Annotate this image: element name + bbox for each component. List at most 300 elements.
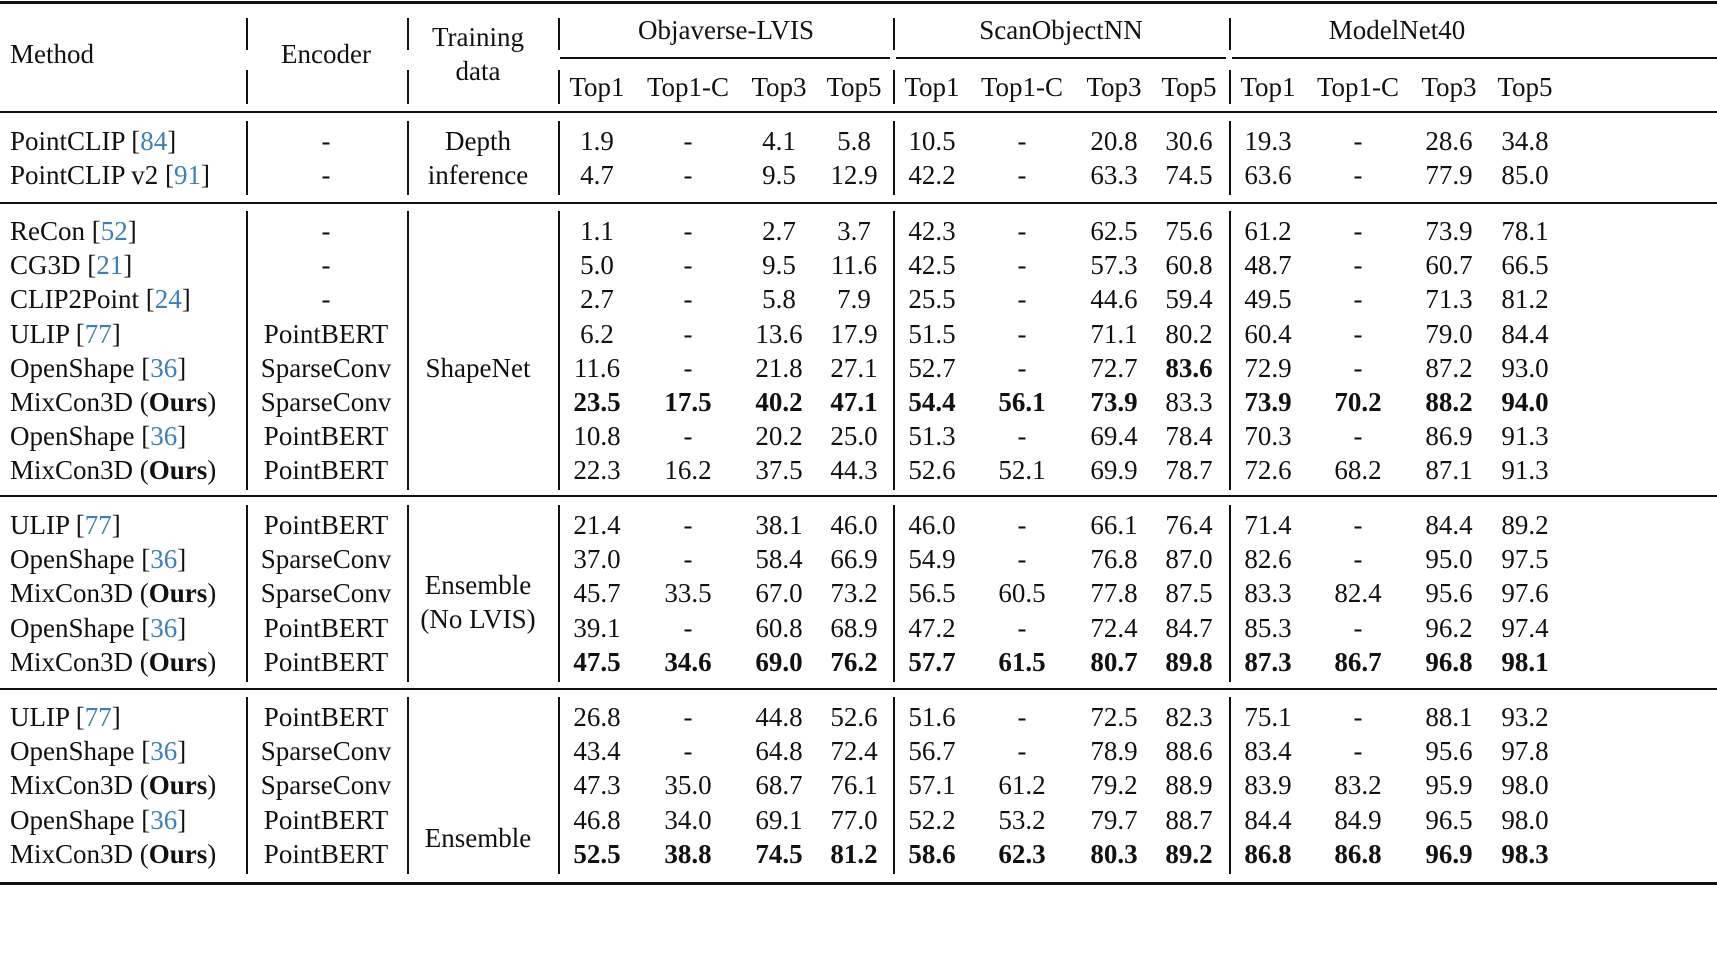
column-divider	[246, 121, 248, 195]
metric-value: 60.5	[998, 578, 1046, 609]
metric-value: 97.8	[1501, 736, 1549, 767]
method-cell: ReCon [52]	[10, 216, 137, 246]
metric-value: 83.2	[1334, 770, 1382, 801]
metric-value: 93.2	[1501, 702, 1549, 732]
citation-link[interactable]: 77	[84, 318, 112, 349]
header-training-data: data	[455, 56, 501, 86]
horizontal-rule	[0, 202, 1717, 204]
metric-value: 69.1	[755, 804, 803, 835]
metric-value: 5.8	[837, 126, 871, 156]
training-data-label: ShapeNet	[425, 352, 531, 383]
metric-value: -	[1017, 250, 1027, 281]
metric-value: 61.2	[1244, 216, 1292, 246]
citation-link[interactable]: 36	[150, 544, 178, 575]
header-encoder: Encoder	[281, 39, 371, 69]
column-divider	[1229, 70, 1231, 104]
metric-value: 52.6	[830, 702, 878, 732]
metric-value: 66.5	[1501, 250, 1549, 281]
method-name: ULIP	[10, 510, 69, 540]
metric-value: 44.6	[1090, 284, 1138, 315]
metric-value: 21.8	[755, 352, 803, 383]
metric-value: -	[1353, 284, 1363, 315]
training-data-label: (No LVIS)	[420, 603, 536, 634]
metric-value: 27.1	[830, 352, 878, 383]
metric-value: -	[1353, 612, 1363, 643]
metric-value: 52.5	[573, 838, 621, 869]
citation-link[interactable]: 52	[100, 216, 128, 246]
metric-value: 53.2	[998, 804, 1046, 835]
method-name: PointCLIP v2	[10, 160, 159, 191]
metric-value: 25.0	[830, 421, 878, 452]
metric-value: 95.9	[1425, 770, 1473, 801]
metric-value: 84.4	[1425, 510, 1473, 540]
header-method: Method	[10, 39, 94, 69]
metric-value: 11.6	[573, 352, 621, 383]
group-underline	[1232, 57, 1717, 59]
metric-value: 93.0	[1501, 352, 1549, 383]
metric-value: 51.6	[908, 702, 956, 732]
metric-value: 57.1	[908, 770, 956, 801]
metric-value: -	[1017, 284, 1027, 315]
encoder-cell: -	[321, 250, 331, 281]
encoder-cell: PointBERT	[263, 702, 389, 732]
header-metric: Top5	[826, 72, 882, 102]
encoder-cell: PointBERT	[263, 838, 389, 869]
metric-value: 44.8	[755, 702, 803, 732]
header-metric: Top5	[1161, 72, 1217, 102]
method-name: ULIP	[10, 318, 69, 349]
metric-value: 47.5	[573, 646, 621, 677]
method-name: OpenShape	[10, 421, 135, 452]
metric-value: -	[683, 544, 693, 575]
metric-value: 34.0	[664, 804, 712, 835]
metric-value: 95.6	[1425, 736, 1473, 767]
column-divider	[558, 211, 560, 490]
metric-value: 66.1	[1090, 510, 1138, 540]
citation-link[interactable]: 77	[84, 510, 112, 540]
metric-value: 72.4	[1090, 612, 1138, 643]
encoder-cell: -	[321, 284, 331, 315]
metric-value: 33.5	[664, 578, 712, 609]
training-data-label: Ensemble	[424, 823, 532, 854]
metric-value: -	[1353, 421, 1363, 452]
metric-value: 78.7	[1165, 455, 1213, 486]
metric-value: 38.1	[755, 510, 803, 540]
metric-value: 83.4	[1244, 736, 1292, 767]
citation-link[interactable]: 77	[84, 702, 112, 732]
encoder-cell: PointBERT	[263, 646, 389, 677]
metric-value: 87.5	[1165, 578, 1213, 609]
metric-value: 86.8	[1334, 838, 1382, 869]
metric-value: 52.1	[998, 455, 1046, 486]
method-name: OpenShape	[10, 544, 135, 575]
metric-value: -	[1017, 352, 1027, 383]
column-divider	[407, 211, 409, 490]
metric-value: 89.8	[1165, 646, 1213, 677]
metric-value: 60.4	[1244, 318, 1292, 349]
metric-value: 35.0	[664, 770, 712, 801]
metric-value: 40.2	[755, 387, 803, 417]
metric-value: 37.0	[573, 544, 621, 575]
method-cell: MixCon3D (Ours)	[10, 455, 217, 486]
metric-value: 96.9	[1425, 838, 1473, 869]
encoder-cell: SparseConv	[260, 352, 392, 383]
metric-value: 80.3	[1090, 838, 1138, 869]
metric-value: 73.2	[830, 578, 878, 609]
metric-value: -	[1017, 544, 1027, 575]
metric-value: 69.0	[755, 646, 803, 677]
metric-value: 72.9	[1244, 352, 1292, 383]
metric-value: 96.2	[1425, 612, 1473, 643]
metric-value: 48.7	[1244, 250, 1292, 281]
encoder-cell: SparseConv	[260, 544, 392, 575]
metric-value: 12.9	[830, 160, 878, 191]
column-divider	[407, 697, 409, 874]
encoder-cell: SparseConv	[260, 387, 392, 417]
metric-value: 45.7	[573, 578, 621, 609]
metric-value: 4.7	[580, 160, 614, 191]
ours-label: Ours	[148, 770, 208, 801]
header-metric: Top3	[751, 72, 807, 102]
metric-value: 71.4	[1244, 510, 1292, 540]
metric-value: 71.3	[1425, 284, 1473, 315]
metric-value: 81.2	[830, 838, 878, 869]
metric-value: 60.8	[1165, 250, 1213, 281]
encoder-cell: SparseConv	[260, 770, 392, 801]
metric-value: 83.3	[1165, 387, 1213, 417]
citation-link[interactable]: 21	[96, 250, 124, 281]
metric-value: 1.1	[580, 216, 614, 246]
column-divider	[407, 18, 409, 50]
metric-value: 68.7	[755, 770, 803, 801]
metric-value: 19.3	[1244, 126, 1292, 156]
method-name: CG3D	[10, 250, 81, 281]
metric-value: 70.3	[1244, 421, 1292, 452]
metric-value: 98.0	[1501, 770, 1549, 801]
metric-value: 2.7	[762, 216, 796, 246]
column-divider	[407, 121, 409, 195]
citation-link[interactable]: 36	[150, 612, 178, 643]
metric-value: 87.1	[1425, 455, 1473, 486]
citation-link[interactable]: 36	[150, 736, 178, 767]
metric-value: 91.3	[1501, 455, 1549, 486]
ours-label: Ours	[148, 455, 208, 486]
metric-value: 61.5	[998, 646, 1046, 677]
method-cell: CLIP2Point [24]	[10, 284, 191, 315]
metric-value: 81.2	[1501, 284, 1549, 315]
metric-value: -	[683, 702, 693, 732]
metric-value: 39.1	[573, 612, 621, 643]
header-dataset: ScanObjectNN	[979, 15, 1143, 45]
metric-value: 59.4	[1165, 284, 1213, 315]
horizontal-rule	[0, 882, 1717, 885]
metric-value: 46.0	[908, 510, 956, 540]
metric-value: 77.8	[1090, 578, 1138, 609]
metric-value: 88.1	[1425, 702, 1473, 732]
column-divider	[558, 70, 560, 104]
method-cell: OpenShape [36]	[10, 736, 187, 767]
metric-value: 68.9	[830, 612, 878, 643]
header-metric: Top3	[1086, 72, 1142, 102]
column-divider	[893, 18, 895, 50]
column-divider	[893, 211, 895, 490]
metric-value: 82.6	[1244, 544, 1292, 575]
method-name: MixCon3D	[10, 770, 134, 801]
encoder-cell: PointBERT	[263, 318, 389, 349]
metric-value: -	[1017, 216, 1027, 246]
metric-value: 72.5	[1090, 702, 1138, 732]
citation-link[interactable]: 36	[150, 421, 178, 452]
header-training-data: Training	[431, 22, 525, 52]
metric-value: 78.4	[1165, 421, 1213, 452]
metric-value: 2.7	[580, 284, 614, 315]
metric-value: -	[1353, 352, 1363, 383]
group-underline	[560, 57, 890, 59]
metric-value: 85.0	[1501, 160, 1549, 191]
method-cell: OpenShape [36]	[10, 421, 187, 452]
method-cell: MixCon3D (Ours)	[10, 838, 217, 869]
metric-value: 6.2	[580, 318, 614, 349]
method-cell: OpenShape [36]	[10, 352, 187, 383]
metric-value: 98.0	[1501, 804, 1549, 835]
metric-value: 13.6	[755, 318, 803, 349]
metric-value: 10.5	[908, 126, 956, 156]
method-cell: MixCon3D (Ours)	[10, 770, 217, 801]
column-divider	[246, 211, 248, 490]
metric-value: 79.2	[1090, 770, 1138, 801]
metric-value: -	[683, 284, 693, 315]
method-name: ULIP	[10, 702, 69, 732]
metric-value: 82.4	[1334, 578, 1382, 609]
group-underline	[896, 57, 1226, 59]
metric-value: -	[1353, 216, 1363, 246]
metric-value: 98.1	[1501, 646, 1549, 677]
metric-value: 73.9	[1244, 387, 1292, 417]
citation-link[interactable]: 84	[140, 126, 168, 156]
metric-value: 83.6	[1165, 352, 1213, 383]
encoder-cell: PointBERT	[263, 510, 389, 540]
metric-value: 78.9	[1090, 736, 1138, 767]
metric-value: 72.4	[830, 736, 878, 767]
metric-value: 22.3	[573, 455, 621, 486]
ours-label: Ours	[148, 578, 208, 609]
metric-value: 74.5	[755, 838, 803, 869]
metric-value: 57.7	[908, 646, 956, 677]
metric-value: -	[683, 421, 693, 452]
citation-link[interactable]: 24	[154, 284, 182, 315]
metric-value: 68.2	[1334, 455, 1382, 486]
metric-value: 76.8	[1090, 544, 1138, 575]
column-divider	[246, 18, 248, 50]
metric-value: 69.4	[1090, 421, 1138, 452]
metric-value: -	[1353, 160, 1363, 191]
metric-value: 84.4	[1244, 804, 1292, 835]
metric-value: 97.5	[1501, 544, 1549, 575]
encoder-cell: PointBERT	[263, 421, 389, 452]
training-data-label: Depth	[445, 126, 511, 157]
metric-value: 96.8	[1425, 646, 1473, 677]
metric-value: 9.5	[762, 160, 796, 191]
metric-value: -	[1353, 702, 1363, 732]
metric-value: 20.8	[1090, 126, 1138, 156]
metric-value: 75.1	[1244, 702, 1292, 732]
metric-value: 3.7	[837, 216, 871, 246]
metric-value: 84.9	[1334, 804, 1382, 835]
metric-value: -	[1017, 612, 1027, 643]
metric-value: 88.2	[1425, 387, 1473, 417]
metric-value: 77.9	[1425, 160, 1473, 191]
metric-value: 84.4	[1501, 318, 1549, 349]
header-dataset: Objaverse-LVIS	[638, 15, 814, 45]
metric-value: 62.3	[998, 838, 1046, 869]
metric-value: -	[1017, 160, 1027, 191]
metric-value: 9.5	[762, 250, 796, 281]
citation-link[interactable]: 36	[150, 804, 178, 835]
column-divider	[893, 505, 895, 682]
metric-value: -	[1353, 250, 1363, 281]
metric-value: 86.9	[1425, 421, 1473, 452]
metric-value: -	[683, 216, 693, 246]
metric-value: 86.7	[1334, 646, 1382, 677]
metric-value: 30.6	[1165, 126, 1213, 156]
metric-value: 60.7	[1425, 250, 1473, 281]
metric-value: 91.3	[1501, 421, 1549, 452]
metric-value: -	[683, 160, 693, 191]
metric-value: 21.4	[573, 510, 621, 540]
metric-value: 88.9	[1165, 770, 1213, 801]
metric-value: 89.2	[1501, 510, 1549, 540]
metric-value: 76.4	[1165, 510, 1213, 540]
metric-value: 87.0	[1165, 544, 1213, 575]
column-divider	[1229, 505, 1231, 682]
metric-value: 66.9	[830, 544, 878, 575]
metric-value: 64.8	[755, 736, 803, 767]
metric-value: -	[683, 126, 693, 156]
metric-value: 37.5	[755, 455, 803, 486]
metric-value: 87.2	[1425, 352, 1473, 383]
metric-value: -	[1017, 421, 1027, 452]
metric-value: 78.1	[1501, 216, 1549, 246]
encoder-cell: PointBERT	[263, 455, 389, 486]
metric-value: 56.5	[908, 578, 956, 609]
metric-value: 60.8	[755, 612, 803, 643]
metric-value: 28.6	[1425, 126, 1473, 156]
metric-value: 97.6	[1501, 578, 1549, 609]
metric-value: 23.5	[573, 387, 621, 417]
metric-value: 87.3	[1244, 646, 1292, 677]
encoder-cell: -	[321, 160, 331, 191]
metric-value: 52.7	[908, 352, 956, 383]
metric-value: 46.8	[573, 804, 621, 835]
metric-value: -	[683, 612, 693, 643]
metric-value: 42.2	[908, 160, 956, 191]
header-metric: Top5	[1497, 72, 1553, 102]
metric-value: 80.7	[1090, 646, 1138, 677]
method-cell: PointCLIP [84]	[10, 126, 177, 156]
metric-value: 69.9	[1090, 455, 1138, 486]
metric-value: 72.7	[1090, 352, 1138, 383]
metric-value: 61.2	[998, 770, 1046, 801]
method-cell: ULIP [77]	[10, 510, 121, 540]
metric-value: 63.3	[1090, 160, 1138, 191]
metric-value: 51.5	[908, 318, 956, 349]
metric-value: 71.1	[1090, 318, 1138, 349]
method-cell: ULIP [77]	[10, 702, 121, 732]
column-divider	[1229, 121, 1231, 195]
header-metric: Top1-C	[1316, 72, 1400, 102]
metric-value: 79.0	[1425, 318, 1473, 349]
metric-value: 88.7	[1165, 804, 1213, 835]
metric-value: 98.3	[1501, 838, 1549, 869]
method-cell: ULIP [77]	[10, 318, 121, 349]
method-name: PointCLIP	[10, 126, 125, 156]
encoder-cell: SparseConv	[260, 736, 392, 767]
metric-value: 73.9	[1090, 387, 1138, 417]
citation-link[interactable]: 36	[150, 352, 178, 383]
metric-value: -	[683, 736, 693, 767]
metric-value: 38.8	[664, 838, 712, 869]
method-cell: OpenShape [36]	[10, 612, 187, 643]
metric-value: 47.2	[908, 612, 956, 643]
metric-value: 52.6	[908, 455, 956, 486]
metric-value: 73.9	[1425, 216, 1473, 246]
column-divider	[558, 121, 560, 195]
metric-value: 82.3	[1165, 702, 1213, 732]
metric-value: 51.3	[908, 421, 956, 452]
metric-value: 89.2	[1165, 838, 1213, 869]
encoder-cell: -	[321, 216, 331, 246]
header-metric: Top1-C	[646, 72, 730, 102]
method-name: MixCon3D	[10, 838, 134, 869]
encoder-cell: SparseConv	[260, 578, 392, 609]
method-cell: MixCon3D (Ours)	[10, 578, 217, 609]
metric-value: 83.9	[1244, 770, 1292, 801]
horizontal-rule	[0, 495, 1717, 497]
metric-value: 25.5	[908, 284, 956, 315]
encoder-cell: -	[321, 126, 331, 156]
metric-value: 56.7	[908, 736, 956, 767]
metric-value: 72.6	[1244, 455, 1292, 486]
metric-value: 75.6	[1165, 216, 1213, 246]
metric-value: 5.0	[580, 250, 614, 281]
header-metric: Top1	[1240, 72, 1296, 102]
metric-value: 34.8	[1501, 126, 1549, 156]
column-divider	[558, 697, 560, 874]
metric-value: 20.2	[755, 421, 803, 452]
metric-value: -	[1017, 318, 1027, 349]
metric-value: 74.5	[1165, 160, 1213, 191]
column-divider	[558, 18, 560, 50]
horizontal-rule	[0, 688, 1717, 690]
metric-value: -	[1353, 510, 1363, 540]
ours-label: Ours	[148, 646, 208, 677]
metric-value: 67.0	[755, 578, 803, 609]
metric-value: 7.9	[837, 284, 871, 315]
metric-value: 42.3	[908, 216, 956, 246]
method-name: MixCon3D	[10, 455, 134, 486]
column-divider	[246, 697, 248, 874]
metric-value: 4.1	[762, 126, 796, 156]
metric-value: 16.2	[664, 455, 712, 486]
encoder-cell: PointBERT	[263, 804, 389, 835]
citation-link[interactable]: 91	[174, 160, 202, 191]
method-cell: CG3D [21]	[10, 250, 133, 281]
metric-value: -	[683, 318, 693, 349]
metric-value: -	[683, 510, 693, 540]
training-data-label: inference	[427, 160, 529, 191]
metric-value: 5.8	[762, 284, 796, 315]
metric-value: -	[1353, 126, 1363, 156]
